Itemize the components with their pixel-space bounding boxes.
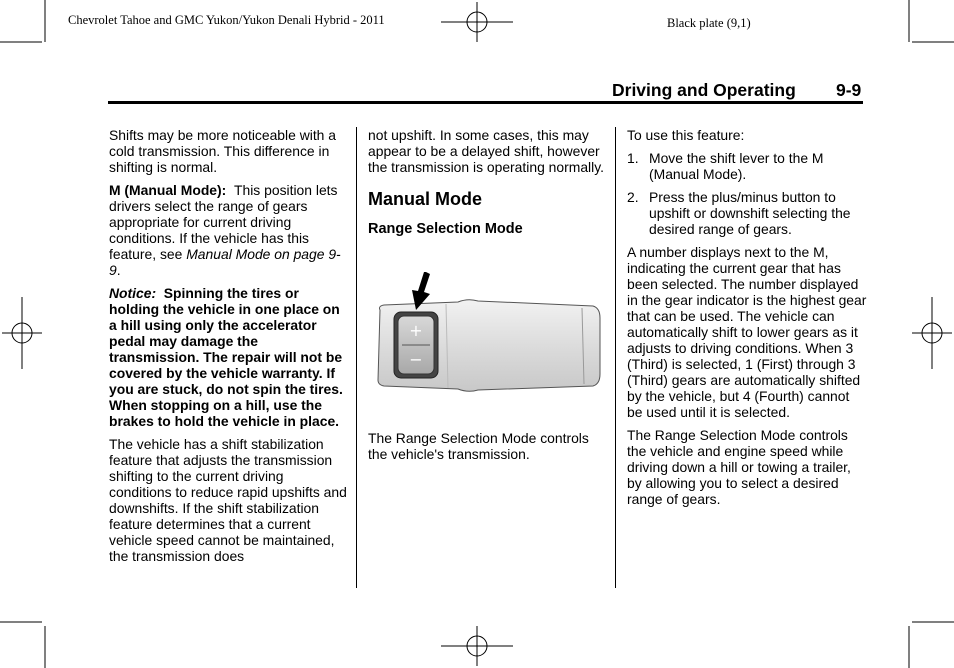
paragraph: Shifts may be more noticeable with a cold transmission. This difference in shifting is normal. — [109, 127, 336, 175]
step-text: Move the shift lever to the M (Manual Mode). — [649, 150, 824, 182]
paragraph: not upshift. In some cases, this may appear to be a delayed shift, however the transmission is operating normally. — [368, 127, 604, 175]
shift-lever-illustration — [368, 270, 608, 430]
column-1 — [109, 127, 349, 571]
notice — [109, 285, 349, 429]
subheading-range-selection: Range Selection Mode — [368, 221, 523, 237]
column-3 — [627, 127, 867, 514]
minus-icon: − — [409, 350, 423, 369]
plate-label: Black plate (9,1) — [667, 16, 751, 30]
column-divider — [356, 127, 357, 588]
paragraph — [109, 182, 349, 278]
paragraph: A number displays next to the M, indicating the current gear that has been selected. The number displayed in the gear indicator is the highest gear that can be used. The vehicle can automatically shift to lower gears as it adjusts to driving conditions. When 3 (Third) is selected, 1 (First) through 3 (Third) gears are automatically shifted by the vehicle, but 4 (Fourth) cannot be used until it is selected. — [627, 244, 867, 420]
paragraph: The vehicle has a shift stabilization feature that adjusts the transmission shifting to the current driving conditions to reduce rapid upshifts and downshifts. If the shift stabilization feature determines that a current vehicle speed cannot be maintained, the transmission does — [109, 436, 347, 564]
column-divider — [615, 127, 616, 588]
paragraph: The Range Selection Mode controls the vehicle and engine speed while driving down a hill or towing a trailer, by allowing you to select a desired range of gears. — [627, 427, 851, 507]
registration-mark-right — [912, 297, 952, 369]
notice-label: Notice: — [109, 285, 157, 301]
section-title: Driving and Operating — [612, 80, 796, 100]
notice-text: Spinning the tires or holding the vehicle in one place on a hill using only the accelerator pedal may damage the transmission. The repair will not be covered by the vehicle warranty. If you are stuck, do not spin the tires. When stopping on a hill, use the brakes to hold the vehicle in place. — [109, 285, 343, 429]
column-2 — [368, 127, 608, 469]
step-text: Press the plus/minus button to upshift or downshift selecting the desired range of gears. — [649, 189, 851, 237]
document-title: Chevrolet Tahoe and GMC Yukon/Yukon Denali Hybrid - 2011 — [68, 13, 385, 27]
registration-mark-top — [441, 2, 513, 42]
plus-icon: + — [409, 321, 423, 340]
registration-mark-left — [2, 297, 42, 369]
step-number: 1. — [627, 150, 639, 166]
list-item — [627, 189, 867, 237]
paragraph-text: This position lets drivers select the range of gears appropriate for current driving conditions. If the vehicle has this feature, see — [109, 182, 338, 262]
punctuation: . — [116, 262, 121, 278]
heading-manual-mode: Manual Mode — [368, 189, 483, 209]
step-number: 2. — [627, 189, 639, 205]
figure-caption: The Range Selection Mode controls the vehicle's transmission. — [368, 430, 589, 462]
cross-reference: Manual Mode on page 9-9 — [109, 246, 341, 278]
paragraph: To use this feature: — [627, 127, 745, 143]
steps-list — [627, 150, 867, 237]
shift-lever-drawing — [368, 270, 608, 430]
page-number: 9-9 — [836, 80, 862, 100]
term-label: M (Manual Mode): — [109, 182, 227, 198]
list-item — [627, 150, 867, 182]
registration-mark-bottom — [441, 626, 513, 666]
header-rule — [108, 101, 863, 104]
